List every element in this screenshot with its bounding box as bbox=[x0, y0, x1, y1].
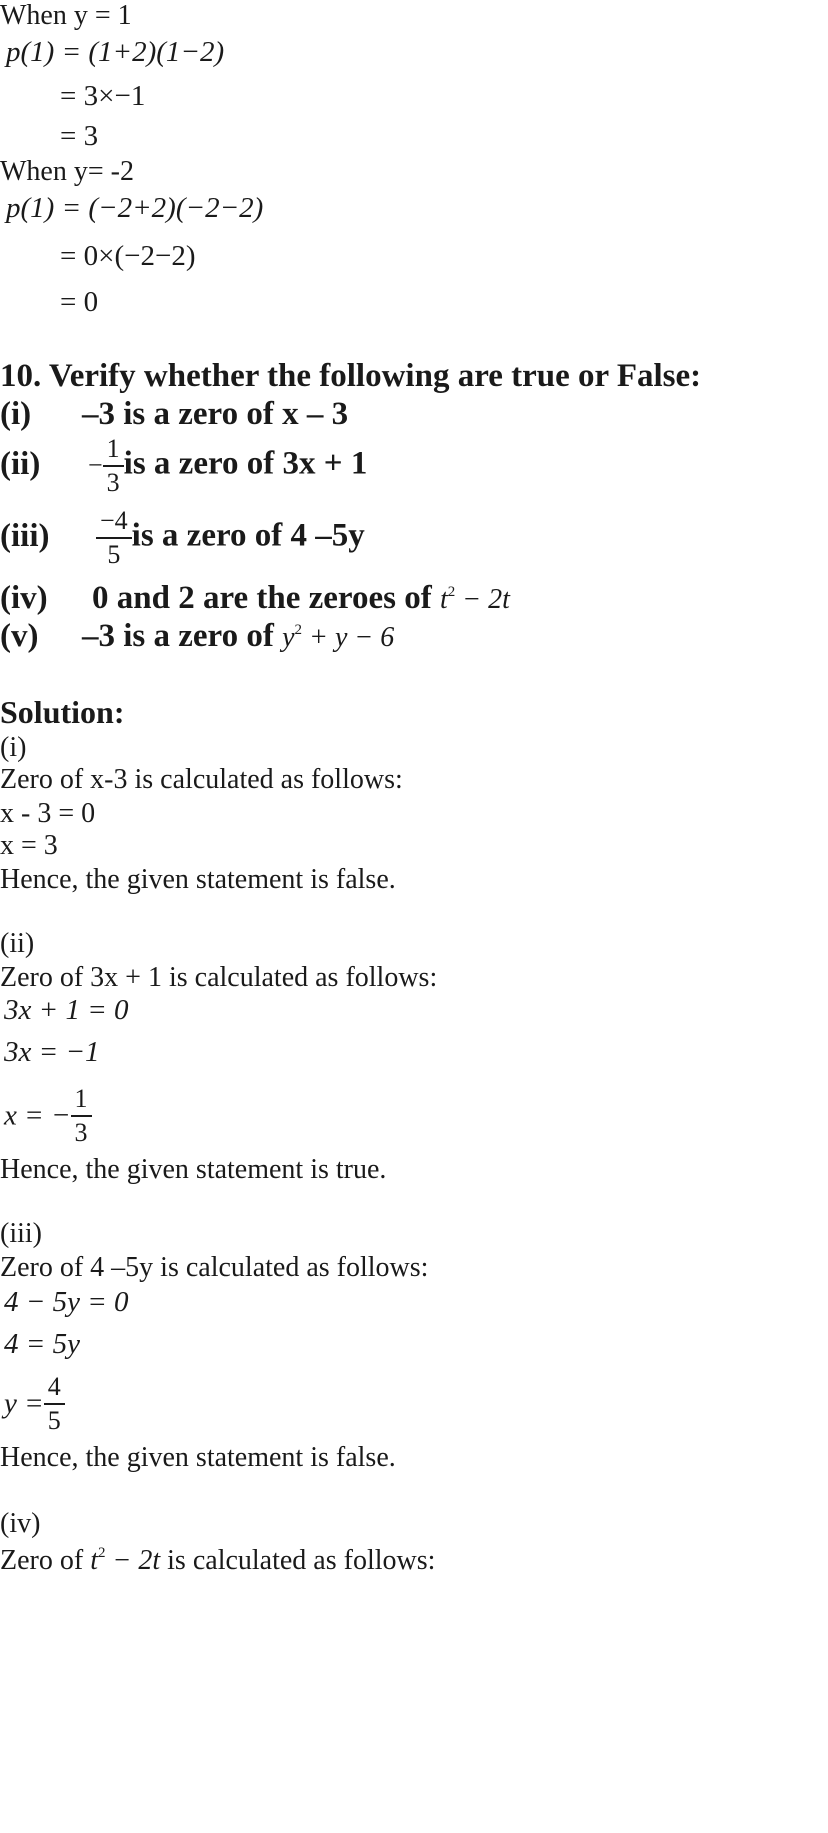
part-iii-conclusion: Hence, the given statement is false. bbox=[0, 1442, 396, 1473]
part-i-step2: x = 3 bbox=[0, 830, 58, 861]
part-i-step1: x - 3 = 0 bbox=[0, 798, 96, 829]
question-item-iv bbox=[0, 582, 510, 615]
item-text: –3 is a zero of x – 3 bbox=[82, 396, 349, 432]
part-ii-label: (ii) bbox=[0, 928, 35, 959]
part-iii-step3 bbox=[4, 1374, 65, 1434]
equation-p2-line2: = 0×(−2−2) bbox=[60, 240, 196, 272]
part-i-intro: Zero of x-3 is calculated as follows: bbox=[0, 764, 403, 795]
item-text: is a zero of 4 –5y bbox=[131, 517, 365, 554]
step3-lhs: x = − bbox=[4, 1099, 71, 1132]
step3-lhs: y = bbox=[4, 1387, 44, 1420]
item-text: –3 is a zero of bbox=[82, 618, 274, 654]
fraction-one-third bbox=[71, 1086, 92, 1146]
part-i-label: (i) bbox=[0, 732, 27, 763]
part-ii-step1: 3x + 1 = 0 bbox=[4, 994, 129, 1026]
fraction-numerator: −4 bbox=[96, 508, 132, 539]
item-label: (ii) bbox=[0, 445, 41, 482]
part-iii-intro: Zero of 4 –5y is calculated as follows: bbox=[0, 1252, 429, 1283]
when-y-minus2-text: When y= -2 bbox=[0, 156, 134, 187]
question-item-ii bbox=[0, 436, 367, 496]
item-label: (i) bbox=[0, 396, 32, 432]
equation-p1-line3: = 3 bbox=[60, 120, 99, 152]
fraction-numerator: 1 bbox=[103, 436, 124, 467]
part-iv-label: (iv) bbox=[0, 1508, 41, 1539]
item-label: (iii) bbox=[0, 517, 50, 554]
expression-y2-y-6: $y^2 + y - 6$ bbox=[282, 622, 395, 653]
fraction-denominator: 3 bbox=[74, 1118, 88, 1147]
fraction-minus-four-fifths bbox=[96, 508, 132, 568]
question-item-v bbox=[0, 620, 394, 653]
fraction-denominator: 3 bbox=[106, 468, 120, 497]
fraction-denominator: 5 bbox=[47, 1406, 61, 1435]
equation-p2-line1: p(1) = (−2+2)(−2−2) bbox=[6, 192, 264, 224]
item-text: 0 and 2 are the zeroes of bbox=[92, 580, 432, 616]
part-iii-step2: 4 = 5y bbox=[4, 1328, 80, 1360]
fraction-denominator: 5 bbox=[107, 540, 121, 569]
item-text: is a zero of 3x + 1 bbox=[123, 445, 368, 482]
equation-p1-line1: p(1) = (1+2)(1−2) bbox=[6, 36, 225, 68]
part-iv-intro: Zero of $t^2 - 2t$ is calculated as follows: bbox=[0, 1545, 436, 1576]
solution-heading: Solution: bbox=[0, 694, 125, 730]
equation-p1-line2: = 3×−1 bbox=[60, 80, 146, 112]
expression-t2-2t: $t^2 - 2t$ bbox=[439, 584, 510, 615]
part-ii-conclusion: Hence, the given statement is true. bbox=[0, 1154, 387, 1185]
when-y-1-text: When y = 1 bbox=[0, 0, 132, 31]
part-ii-step3 bbox=[4, 1086, 92, 1146]
question-item-iii bbox=[0, 508, 365, 568]
fraction-numerator: 4 bbox=[44, 1374, 65, 1405]
equation-p2-line3: = 0 bbox=[60, 286, 99, 318]
question-item-i bbox=[0, 398, 348, 431]
fraction-numerator: 1 bbox=[71, 1086, 92, 1117]
question-heading: 10. Verify whether the following are true or False: bbox=[0, 358, 702, 394]
part-ii-intro: Zero of 3x + 1 is calculated as follows: bbox=[0, 962, 438, 993]
part-iii-label: (iii) bbox=[0, 1218, 42, 1249]
fraction-four-fifths bbox=[44, 1374, 65, 1434]
minus-sign: − bbox=[88, 450, 103, 480]
item-label: (iv) bbox=[0, 580, 48, 616]
part-ii-step2: 3x = −1 bbox=[4, 1036, 100, 1068]
part-iii-step1: 4 − 5y = 0 bbox=[4, 1286, 129, 1318]
expression-t2-2t: $t^2 - 2t$ bbox=[90, 1545, 161, 1576]
part-i-conclusion: Hence, the given statement is false. bbox=[0, 864, 396, 895]
item-label: (v) bbox=[0, 618, 39, 654]
fraction-one-third bbox=[103, 436, 124, 496]
